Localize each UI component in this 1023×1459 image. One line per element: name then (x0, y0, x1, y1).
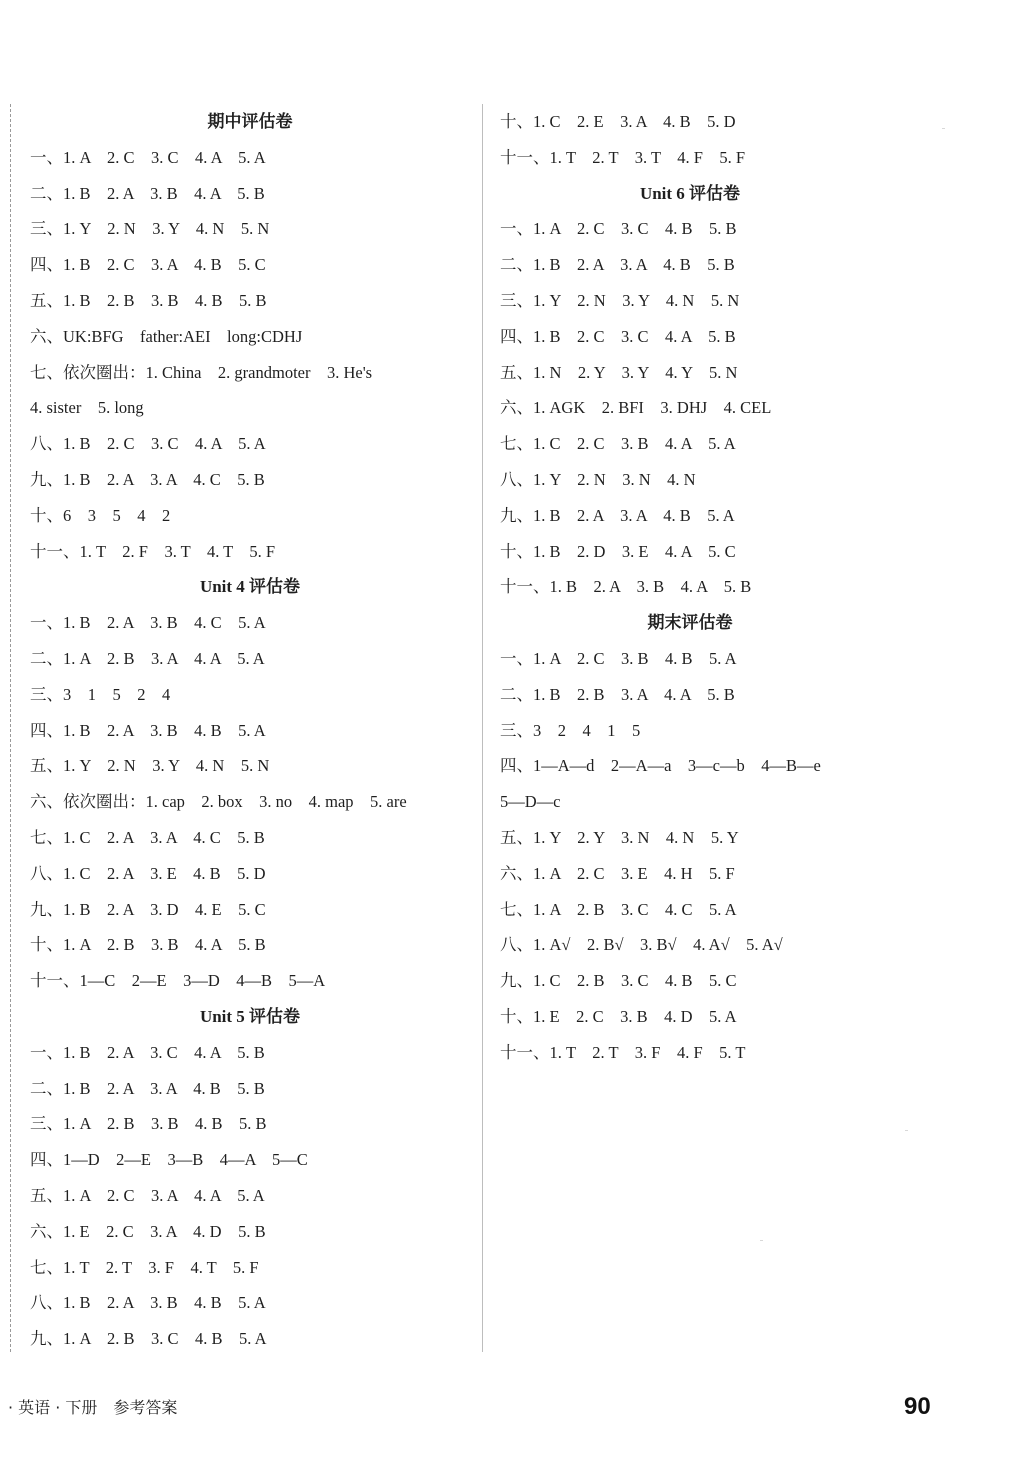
section-title: 期中评估卷 (207, 112, 293, 131)
scan-speck (942, 128, 945, 129)
answer-row: 三、3 1 5 2 4 (30, 684, 171, 704)
section-title: 期末评估卷 (647, 613, 733, 633)
answer-row: 八、1. C 2. A 3. E 4. B 5. D (30, 863, 266, 883)
answer-row: 七、1. C 2. A 3. A 4. C 5. B (30, 827, 265, 847)
scan-speck (905, 1130, 908, 1131)
answer-row: 九、1. B 2. A 3. A 4. B 5. A (500, 505, 735, 525)
section-title: Unit 6 评估卷 (639, 183, 741, 203)
answer-row: 十一、1. T 2. T 3. F 4. F 5. T (500, 1042, 746, 1062)
answer-row: 八、1. B 2. A 3. B 4. B 5. A (30, 1293, 266, 1313)
answer-row: 六、1. AGK 2. BFI 3. DHJ 4. CEL (500, 398, 772, 418)
answer-row: 二、1. B 2. A 3. A 4. B 5. B (500, 255, 735, 275)
answer-row: 七、1. A 2. B 3. C 4. C 5. A (500, 899, 737, 919)
section-title: Unit 4 评估卷 (199, 577, 301, 597)
section-title: Unit 5 评估卷 (199, 1006, 301, 1026)
answer-row: 十一、1. T 2. T 3. T 4. F 5. F (500, 147, 746, 167)
answer-row: 八、1. Y 2. N 3. N 4. N (500, 469, 696, 489)
scan-speck (760, 1240, 763, 1241)
answer-row: 七、依次圈出：1. China 2. grandmoter 3. He's (30, 362, 373, 382)
answer-row: 七、1. C 2. C 3. B 4. A 5. A (500, 434, 736, 454)
answer-row: 十、1. B 2. D 3. E 4. A 5. C (500, 541, 736, 561)
answer-row: 九、1. A 2. B 3. C 4. B 5. A (30, 1329, 267, 1349)
answer-row: 二、1. B 2. B 3. A 4. A 5. B (500, 684, 735, 704)
answer-row: 三、1. A 2. B 3. B 4. B 5. B (30, 1114, 267, 1134)
answer-row: 五、1. A 2. C 3. A 4. A 5. A (30, 1185, 265, 1205)
answer-row: 一、1. B 2. A 3. C 4. A 5. B (30, 1042, 265, 1062)
answer-row: 一、1. A 2. C 3. C 4. A 5. A (30, 147, 266, 167)
answer-row: 三、1. Y 2. N 3. Y 4. N 5. N (500, 290, 740, 310)
answer-row: 一、1. A 2. C 3. C 4. B 5. B (500, 219, 737, 239)
answer-row: 5—D—c (500, 792, 561, 812)
left-margin-dashed-rule (10, 104, 11, 1352)
answer-row: 九、1. C 2. B 3. C 4. B 5. C (500, 971, 737, 991)
answer-row: 十、1. A 2. B 3. B 4. A 5. B (30, 935, 266, 955)
answer-row: 三、1. Y 2. N 3. Y 4. N 5. N (30, 219, 270, 239)
right-answer-column (500, 104, 880, 1071)
answer-row: 八、1. A√ 2. B√ 3. B√ 4. A√ 5. A√ (500, 935, 783, 955)
answer-row: 六、UK:BFG father:AEI long:CDHJ (30, 326, 303, 346)
answer-row: 五、1. B 2. B 3. B 4. B 5. B (30, 290, 267, 310)
answer-row: 四、1. B 2. C 3. A 4. B 5. C (30, 255, 266, 275)
answer-row: 九、1. B 2. A 3. D 4. E 5. C (30, 899, 266, 919)
answer-row: 一、1. B 2. A 3. B 4. C 5. A (30, 613, 266, 633)
answer-row: 五、1. Y 2. N 3. Y 4. N 5. N (30, 756, 270, 776)
answer-row: 四、1—D 2—E 3—B 4—A 5—C (30, 1150, 308, 1170)
answer-row: 七、1. T 2. T 3. F 4. T 5. F (30, 1257, 259, 1277)
answer-row: 十、6 3 5 4 2 (30, 505, 171, 525)
answer-row: 五、1. N 2. Y 3. Y 4. Y 5. N (500, 362, 738, 382)
answer-row: 十、1. E 2. C 3. B 4. D 5. A (500, 1006, 737, 1026)
answer-row: 四、1. B 2. C 3. C 4. A 5. B (500, 326, 736, 346)
answer-row: 六、依次圈出：1. cap 2. box 3. no 4. map 5. are (30, 792, 407, 812)
answer-row: 十一、1. B 2. A 3. B 4. A 5. B (500, 577, 752, 597)
footer-label: · 英语 · 下册 参考答案 (8, 1398, 178, 1417)
answer-row: 八、1. B 2. C 3. C 4. A 5. A (30, 434, 266, 454)
answer-row: 四、1. B 2. A 3. B 4. B 5. A (30, 720, 266, 740)
answer-row: 十、1. C 2. E 3. A 4. B 5. D (500, 112, 736, 131)
answer-row: 4. sister 5. long (30, 398, 144, 418)
answer-row: 二、1. B 2. A 3. A 4. B 5. B (30, 1078, 265, 1098)
answer-row: 一、1. A 2. C 3. B 4. B 5. A (500, 648, 737, 668)
answer-row: 三、3 2 4 1 5 (500, 720, 641, 740)
answer-row: 五、1. Y 2. Y 3. N 4. N 5. Y (500, 827, 739, 847)
left-answer-column (30, 104, 470, 1357)
column-divider (482, 104, 483, 1352)
answer-row: 十一、1. T 2. F 3. T 4. T 5. F (30, 541, 276, 561)
answer-row: 六、1. E 2. C 3. A 4. D 5. B (30, 1221, 266, 1241)
answer-row: 二、1. A 2. B 3. A 4. A 5. A (30, 648, 265, 668)
answer-row: 十一、1—C 2—E 3—D 4—B 5—A (30, 971, 326, 991)
answer-row: 六、1. A 2. C 3. E 4. H 5. F (500, 863, 735, 883)
answer-row: 九、1. B 2. A 3. A 4. C 5. B (30, 469, 265, 489)
answer-row: 四、1—A—d 2—A—a 3—c—b 4—B—e (500, 756, 821, 776)
page-number: 90 (904, 1393, 931, 1420)
answer-row: 二、1. B 2. A 3. B 4. A 5. B (30, 183, 265, 203)
